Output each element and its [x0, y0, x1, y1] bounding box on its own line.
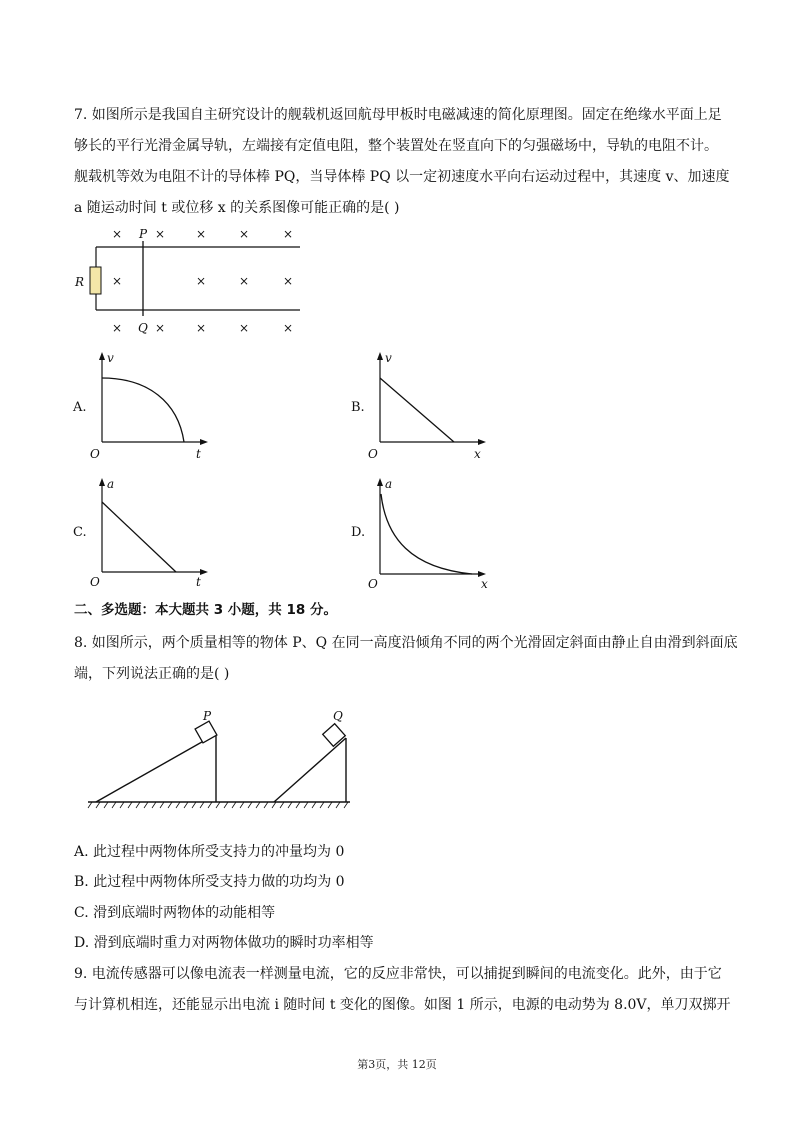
field-mark: ×: [196, 274, 207, 288]
q7-option-c-graph: [88, 478, 228, 588]
axis-label-x: x: [481, 577, 488, 591]
q8-line-2: 端，下列说法正确的是( ): [74, 666, 230, 682]
q9-line-1: 9. 电流传感器可以像电流表一样测量电流，它的反应非常快，可以捕捉到瞬间的电流变化。此外，由于它: [74, 966, 722, 982]
field-mark: ×: [112, 227, 123, 241]
field-mark: ×: [283, 274, 294, 288]
block-q: [323, 724, 346, 747]
q7-option-b-graph: [366, 352, 506, 462]
resistor: [90, 267, 101, 294]
q7-line-3: 舰载机等效为电阻不计的导体棒 PQ，当导体棒 PQ 以一定初速度水平向右运动过程中，其速度 v、加速度: [74, 169, 730, 185]
velocity-curve: [102, 378, 184, 442]
incline-q: [274, 738, 346, 802]
ground-hatch: [88, 802, 350, 808]
origin-label: O: [90, 447, 100, 461]
rod-label-q: Q: [138, 321, 148, 335]
q7-option-a-label[interactable]: A.: [73, 400, 87, 415]
section-heading-multi-choice: 二、多选题：本大题共 3 小题，共 18 分。: [74, 602, 337, 618]
field-mark: ×: [155, 321, 166, 335]
q7-option-b-label[interactable]: B.: [351, 400, 365, 415]
field-mark: ×: [239, 274, 250, 288]
field-mark: ×: [155, 227, 166, 241]
q9-line-2: 与计算机相连，还能显示出电流 i 随时间 t 变化的图像。如图 1 所示，电源的电动势为 8.0V，单刀双掷开: [74, 997, 731, 1013]
block-p: [195, 721, 217, 743]
q8-line-1: 8. 如图所示，两个质量相等的物体 P、Q 在同一高度沿倾角不同的两个光滑固定斜面由静止自由滑到斜面底: [74, 635, 738, 651]
field-mark: ×: [283, 227, 294, 241]
field-mark: ×: [196, 227, 207, 241]
axis-label-a: a: [385, 477, 393, 491]
field-mark: ×: [283, 321, 294, 335]
q8-option-d[interactable]: D. 滑到底端时重力对两物体做功的瞬时功率相等: [74, 935, 374, 951]
acceleration-curve: [381, 494, 472, 574]
axis-label-t: t: [196, 575, 201, 589]
axis-label-v: v: [385, 351, 392, 365]
origin-label: O: [368, 577, 378, 591]
field-mark: ×: [112, 321, 123, 335]
axis-label-a: a: [107, 477, 115, 491]
page-footer: 第3页，共 12页: [357, 1058, 437, 1071]
resistor-label: R: [75, 275, 85, 289]
q7-option-a-graph: [88, 352, 228, 462]
velocity-line: [380, 378, 454, 442]
q7-option-d-graph: [366, 477, 506, 591]
field-mark: ×: [239, 227, 250, 241]
q7-line-2: 够长的平行光滑金属导轨，左端接有定值电阻，整个装置处在竖直向下的匀强磁场中，导轨的电阻不计。: [74, 138, 718, 154]
axis-label-x: x: [474, 447, 481, 461]
q8-option-a[interactable]: A. 此过程中两物体所受支持力的冲量均为 0: [74, 844, 345, 860]
q7-line-4: a 随运动时间 t 或位移 x 的关系图像可能正确的是( ): [74, 200, 400, 216]
incline-p: [96, 734, 216, 802]
origin-label: O: [90, 575, 100, 589]
q8-option-b[interactable]: B. 此过程中两物体所受支持力做的功均为 0: [74, 874, 345, 890]
q7-rail-diagram: [72, 222, 312, 342]
field-mark: ×: [112, 274, 123, 288]
axis-label-v: v: [107, 351, 114, 365]
field-mark: ×: [196, 321, 207, 335]
block-label-q: Q: [333, 709, 343, 723]
block-label-p: P: [203, 709, 212, 723]
q8-incline-diagram: [86, 702, 386, 812]
origin-label: O: [368, 447, 378, 461]
acceleration-line: [102, 502, 176, 572]
q7-option-d-label[interactable]: D.: [351, 525, 366, 540]
rod-label-p: P: [139, 227, 148, 241]
q7-line-1: 7. 如图所示是我国自主研究设计的舰载机返回航母甲板时电磁减速的简化原理图。固定在绝缘水平面上足: [74, 107, 722, 123]
axis-label-t: t: [196, 447, 201, 461]
q8-option-c[interactable]: C. 滑到底端时两物体的动能相等: [74, 905, 276, 921]
q7-option-c-label[interactable]: C.: [73, 525, 87, 540]
field-mark: ×: [239, 321, 250, 335]
magnetic-field-marks: [112, 227, 293, 335]
